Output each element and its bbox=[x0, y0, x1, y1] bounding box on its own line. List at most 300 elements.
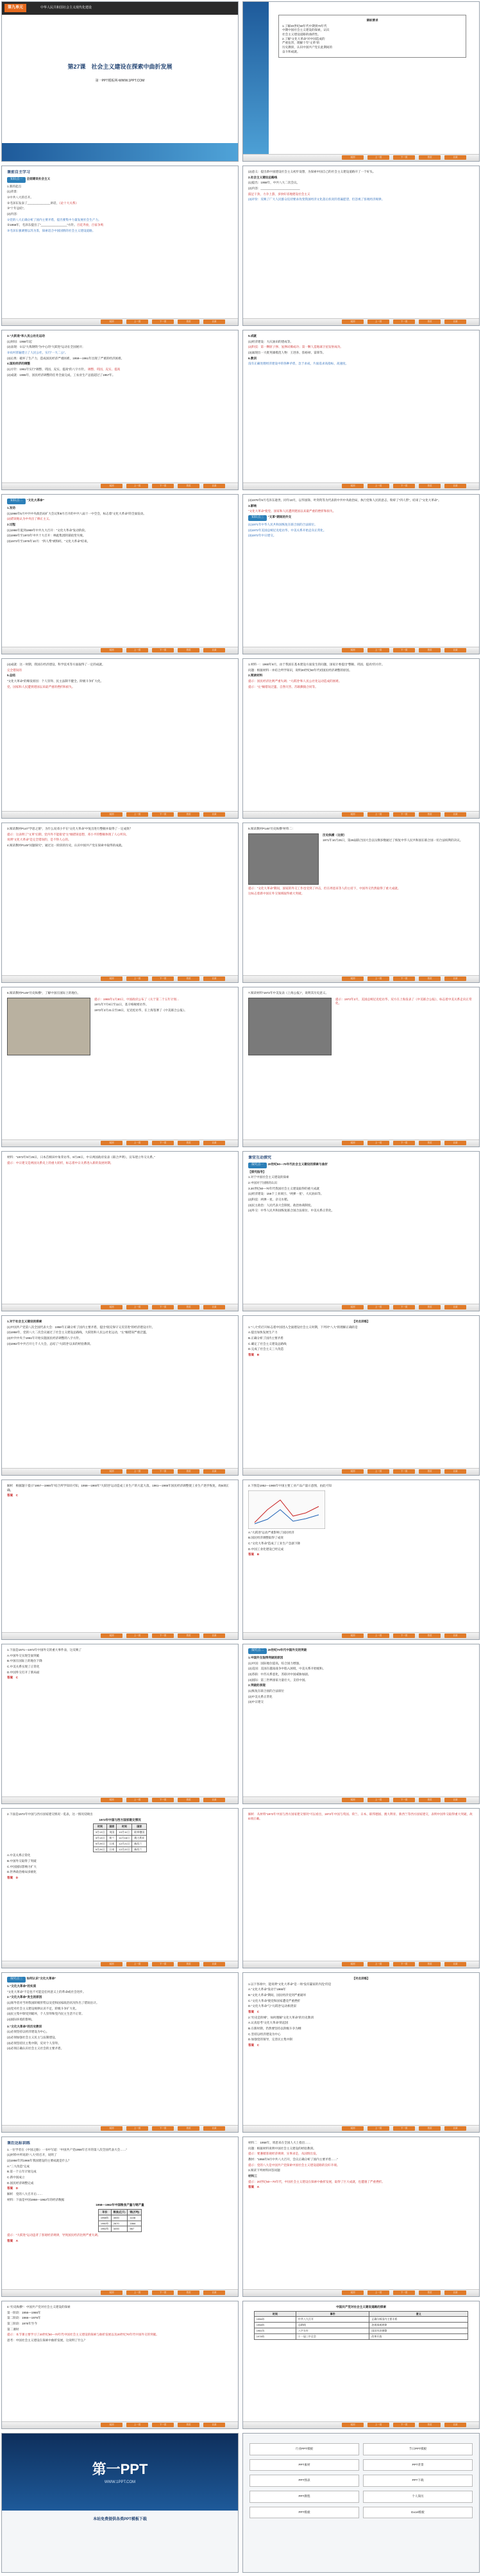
promo-link[interactable]: PPT模板 bbox=[249, 2507, 359, 2519]
text-line: 6.阅读教材P149“历史纵横”，了解中国在国际上的地位。 bbox=[7, 991, 81, 994]
text-line: 【对点训练】 bbox=[352, 1977, 370, 1980]
question-text: 1.下面是1971—1972年中国外交的重大事件表，这反映了 bbox=[7, 1648, 82, 1651]
nav-home-button[interactable]: 首页 bbox=[178, 2423, 199, 2427]
nav-prev-button[interactable]: 上一页 bbox=[367, 2126, 389, 2131]
nav-prev-button[interactable]: 上一页 bbox=[126, 1141, 148, 1145]
nav-home-button[interactable]: 首页 bbox=[419, 1305, 441, 1309]
nav-prev-button[interactable]: 上一页 bbox=[367, 2290, 389, 2295]
unit-title: 中华人民共和国社会主义现代化建设 bbox=[40, 6, 92, 10]
slide-27 bbox=[1, 2137, 239, 2297]
nav-back-button[interactable]: 返回 bbox=[101, 1962, 122, 1966]
slide-8 bbox=[242, 494, 480, 654]
promo-link[interactable]: PPT图表 bbox=[249, 2475, 359, 2487]
nav-toc-button[interactable]: 目录 bbox=[203, 2290, 225, 2295]
question-text: 1.一位学者在《中国之路》一书中写道：“中国共产党1956年召开的第八次全国代表大会……” bbox=[7, 2147, 128, 2151]
slide-25 bbox=[1, 1972, 239, 2133]
text-line: (3)民主政治：人民代表大会制度、政治协商制度。 bbox=[248, 1203, 314, 1207]
text-line: (2)必须加强社会主义民主与法制建设。 bbox=[7, 2035, 58, 2039]
answer-label: 答案 A bbox=[7, 2239, 19, 2242]
nav-back-button[interactable]: 返回 bbox=[101, 1305, 122, 1309]
nav-back-button[interactable]: 返回 bbox=[342, 1305, 364, 1309]
nav-next-button[interactable]: 下一页 bbox=[393, 484, 415, 488]
nav-home-button[interactable]: 首页 bbox=[178, 1633, 199, 1638]
nav-toc-button[interactable]: 目录 bbox=[444, 2290, 466, 2295]
section-tag: 探究点一 bbox=[248, 1163, 267, 1168]
promo-slide bbox=[1, 2433, 239, 2573]
answer-label: 答案 D bbox=[7, 2187, 19, 2190]
nav-next-button[interactable]: 下一页 bbox=[152, 320, 174, 324]
nav-back-button[interactable]: 返回 bbox=[342, 1141, 364, 1145]
nav-prev-button[interactable]: 上一页 bbox=[126, 2126, 148, 2131]
nav-back-button[interactable]: 返回 bbox=[101, 977, 122, 981]
text-line: (2)党对社会主义建设规律认识不足，阶级斗争扩大化。 bbox=[7, 2006, 79, 2010]
nav-home-button[interactable]: 首页 bbox=[178, 1798, 199, 1802]
section-heading: 课后达标训练 bbox=[7, 2142, 31, 2145]
section-tag-title: 20世纪50—70年代社会主义建设的探索与曲折 bbox=[267, 1162, 328, 1166]
promo-logo: 第一PPT bbox=[92, 2461, 148, 2477]
nav-next-button[interactable]: 下一页 bbox=[152, 2423, 174, 2427]
photo-caption-title: 历史纵横 ·（比较） bbox=[323, 833, 347, 837]
answer-text: 说明“文化大革命”是完全错误的，是不得人心的。 bbox=[7, 838, 71, 842]
text-line: (2)1956年到1966年我国建设的主要成就是什么？ bbox=[7, 2159, 71, 2162]
nav-toc-button[interactable]: 目录 bbox=[444, 320, 466, 324]
text-line: (4)1976年9月毛泽东逝世。同年10月，以华国锋、叶剑英等为代表的中共中央政治局，执行党和人民的意志，粉碎了“四人帮”，结束了“文化大革命”。 bbox=[248, 499, 441, 502]
text-line: 5.阅读教材P146“历史纵横”材料二： bbox=[248, 827, 295, 830]
table-row: 1958年 4000 1108 bbox=[98, 2215, 141, 2221]
answer-label: 答案 C bbox=[248, 2043, 260, 2047]
text-line: 提示：本节课主要学习了20世纪50—70年代中国社会主义建设的探索与曲折发展以及20世纪70年代中国外交的突破。 bbox=[7, 2333, 159, 2337]
nav-prev-button[interactable]: 上一页 bbox=[126, 1469, 148, 1474]
table-row: 3月13日 荷兰 11月16日 澳大利亚 bbox=[93, 1835, 147, 1841]
text-line: 提示：1972年2月，美国总统尼克松访华，双方在上海发表了《中美联合公报》，标志着中美关系走向正常化。 bbox=[335, 997, 472, 1005]
text-line: 2.社会主义建设总路线 bbox=[248, 175, 278, 179]
answer-text: 党、国家和人民遭到建国以来最严重的挫折和损失。 bbox=[7, 685, 75, 688]
chart-frame bbox=[248, 1490, 325, 1529]
nav-prev-button[interactable]: 上一页 bbox=[126, 2290, 148, 2295]
nav-prev-button[interactable]: 上一页 bbox=[126, 320, 148, 324]
option-d: D.世界政治格局多极化 bbox=[7, 1870, 37, 1874]
nav-toc-button[interactable]: 目录 bbox=[203, 1141, 225, 1145]
text-line: (3)必须坚持民主集中制，反对个人崇拜。 bbox=[7, 2041, 61, 2045]
nav-toc-button[interactable]: 目录 bbox=[444, 1798, 466, 1802]
nav-home-button[interactable]: 首页 bbox=[419, 484, 441, 488]
nav-prev-button[interactable]: 上一页 bbox=[367, 2423, 389, 2427]
text-line: (4)1962年中共召开七千人大会，总结了“大跃进”以来的经验教训。 bbox=[7, 1342, 93, 1345]
text-line: (3)中共中央于1961年开始实施国民经济调整的八字方针。 bbox=[7, 1336, 82, 1340]
nav-home-button[interactable]: 首页 bbox=[178, 484, 199, 488]
nav-home-button[interactable]: 首页 bbox=[419, 2126, 441, 2131]
text-line: 2.中国对于国情的认识 bbox=[248, 1181, 278, 1184]
nav-home-button[interactable]: 首页 bbox=[178, 1469, 199, 1474]
question-text: 思考：中国社会主义建设在探索中曲折发展，这说明了什么？ bbox=[7, 2338, 87, 2342]
text-line: 第二阶段：1966—1976年 bbox=[7, 2316, 41, 2320]
text-line: 提示：20世纪50—70年代，中国社会主义建设在探索中曲折发展，取得了巨大成就，也遭遇了严重挫折。 bbox=[248, 2179, 385, 2183]
option-a: A.中美关系正常化 bbox=[7, 1854, 31, 1857]
curriculum-line: 社会主义建设道路的曲折性。 bbox=[282, 32, 321, 36]
option-d: D.“文化大革命”与“大跃进”运动相类似 bbox=[248, 2004, 297, 2008]
nav-prev-button[interactable]: 上一页 bbox=[367, 1305, 389, 1309]
text-line: (3)1972年中日建交。 bbox=[248, 534, 276, 538]
nav-toc-button[interactable]: 目录 bbox=[203, 977, 225, 981]
text-line: “文化大革命”使党、国家和人民遭到建国以来最严重的挫折和损失。 bbox=[248, 509, 336, 513]
nav-next-button[interactable]: 下一页 bbox=[393, 812, 415, 817]
table-title: 中国共产党对社会主义建设道路的探索 bbox=[335, 2305, 387, 2308]
nav-back-button[interactable]: 返回 bbox=[342, 2290, 364, 2295]
text-line: (4)必须正确认识社会主义社会的主要矛盾。 bbox=[7, 2047, 64, 2051]
text-line: 3.20世纪50—70年代我国社会主义建设取得的重大成就 bbox=[248, 1186, 320, 1190]
table-title: 1958—1962年中国粮食产量与钢产量 bbox=[96, 2203, 144, 2207]
nav-next-button[interactable]: 下一页 bbox=[152, 812, 174, 817]
nav-back-button[interactable]: 返回 bbox=[342, 977, 364, 981]
question-text: 1.以下各项中，能说明“文化大革命”是一场“没有赢家的内乱”的是 bbox=[248, 1982, 332, 1986]
option-c: C.坚持以经济建设为中心 bbox=[248, 2032, 281, 2036]
nav-home-button[interactable]: 首页 bbox=[178, 977, 199, 981]
option-a: A.“大跃进”运动严重影响了国民经济 bbox=[248, 1530, 294, 1534]
nav-home-button[interactable]: 首页 bbox=[419, 1962, 441, 1966]
nav-next-button[interactable]: 下一页 bbox=[152, 484, 174, 488]
promo-links-grid bbox=[249, 2443, 473, 2518]
nav-home-button[interactable]: 首页 bbox=[178, 2290, 199, 2295]
text-line: (1)恢复在联合国的合法席位 bbox=[248, 1689, 285, 1693]
option-b: B.中国外交取得了突破 bbox=[7, 1859, 37, 1863]
nav-back-button[interactable]: 返回 bbox=[101, 2423, 122, 2427]
promo-title: 本站免费提供各类PPT模板下载 bbox=[93, 2518, 147, 2521]
text-line: (2)错误地认为中央出了修正主义。 bbox=[7, 517, 52, 521]
nav-toc-button[interactable]: 目录 bbox=[444, 1305, 466, 1309]
nav-home-button[interactable]: 首页 bbox=[178, 1962, 199, 1966]
nav-home-button[interactable]: 首页 bbox=[178, 2126, 199, 2131]
historical-photo bbox=[7, 998, 90, 1055]
slide-30 bbox=[242, 2301, 480, 2429]
nav-toc-button[interactable]: 目录 bbox=[444, 1141, 466, 1145]
text-line: 第一阶段：1956—1966年 bbox=[7, 2310, 41, 2314]
slide-12 bbox=[242, 823, 480, 983]
table-row: 1978年 十一届三中全会 改革开放 bbox=[254, 2333, 468, 2339]
table-title: 1972年中国与西方国家建交情况 bbox=[99, 1818, 141, 1821]
text-line: 问题：根据材料一并结合所学知识，说明20世纪60年代初国民经济调整的原因。 bbox=[248, 668, 352, 672]
nav-back-button[interactable]: 返回 bbox=[101, 1633, 122, 1638]
nav-toc-button[interactable]: 目录 bbox=[444, 648, 466, 653]
nav-home-button[interactable]: 首页 bbox=[419, 320, 441, 324]
section-tag: 探究点三 bbox=[7, 1977, 26, 1983]
text-line: 3.“大跃进”和人民公社化运动 bbox=[7, 334, 45, 337]
nav-toc-button[interactable]: 目录 bbox=[203, 1469, 225, 1474]
nav-home-button[interactable]: 首页 bbox=[419, 812, 441, 817]
nav-toc-button[interactable]: 目录 bbox=[203, 320, 225, 324]
answer-label: 答案 D bbox=[7, 1875, 19, 1879]
nav-prev-button[interactable]: 上一页 bbox=[126, 1962, 148, 1966]
nav-next-button[interactable]: 下一页 bbox=[393, 2126, 415, 2131]
text-line: 1.中国外交取得突破的原因 bbox=[248, 1655, 283, 1659]
unit-badge: 第九单元 bbox=[4, 4, 26, 12]
question-text: 2.下图是1952—1965年中国主要工业产品产量示意图，由此可知 bbox=[248, 1484, 332, 1487]
nav-back-button[interactable]: 返回 bbox=[342, 1798, 364, 1802]
table-row: 1961年 八字方针 国民经济调整 bbox=[254, 2328, 468, 2334]
curriculum-title: 课标要求 bbox=[366, 19, 378, 22]
option-d: D.加强党的领导，完善民主集中制 bbox=[248, 2038, 292, 2042]
nav-back-button[interactable]: 返回 bbox=[101, 812, 122, 817]
nav-prev-button[interactable]: 上一页 bbox=[367, 1141, 389, 1145]
nav-home-button[interactable]: 首页 bbox=[419, 2423, 441, 2427]
slide-3 bbox=[1, 166, 239, 326]
nav-prev-button[interactable]: 上一页 bbox=[367, 1962, 389, 1966]
nav-home-button[interactable]: 首页 bbox=[419, 648, 441, 653]
nav-home-button[interactable]: 首页 bbox=[419, 155, 441, 160]
nav-next-button[interactable]: 下一页 bbox=[152, 1962, 174, 1966]
nav-toc-button[interactable]: 目录 bbox=[444, 484, 466, 488]
text-line: (4)国际：第三世界国家力量壮大，支持中国。 bbox=[248, 1678, 308, 1682]
text-line: 4.国民经济的调整 bbox=[7, 362, 30, 366]
nav-toc-button[interactable]: 目录 bbox=[203, 812, 225, 817]
text-line: 提示：要遵循客观经济规律，实事求是，从国情出发。 bbox=[248, 2152, 319, 2156]
nav-prev-button[interactable]: 上一页 bbox=[367, 648, 389, 653]
nav-back-button[interactable]: 返回 bbox=[101, 1469, 122, 1474]
text-line: 1971年7月9日至11日，基辛格秘密访华。 bbox=[94, 1003, 149, 1007]
nav-home-button[interactable]: 首页 bbox=[419, 1798, 441, 1802]
nav-back-button[interactable]: 返回 bbox=[342, 2126, 364, 2131]
slide-4 bbox=[242, 166, 480, 326]
nav-next-button[interactable]: 下一页 bbox=[393, 2423, 415, 2427]
nav-prev-button[interactable]: 上一页 bbox=[126, 1633, 148, 1638]
text-line: (2)中美关系正常化 bbox=[248, 1694, 273, 1698]
text-line: 1.发动 bbox=[7, 506, 16, 509]
nav-toc-button[interactable]: 目录 bbox=[203, 1305, 225, 1309]
table-row: 1962年 3200 667 bbox=[98, 2226, 141, 2232]
slide-13 bbox=[1, 987, 239, 1147]
nav-prev-button[interactable]: 上一页 bbox=[126, 812, 148, 817]
text-line: 没有正确处理经济建设中的各种矛盾，急于求成，片面追求高指标、高速度。 bbox=[248, 362, 349, 366]
historical-photo bbox=[248, 998, 332, 1055]
nav-toc-button[interactable]: 目录 bbox=[203, 1962, 225, 1966]
option-c: C.“文化大革命”造成了工业生产急剧下降 bbox=[248, 1541, 301, 1545]
text-line: (2)美国：美国在越南战争中陷入困境，中美关系开始缓和。 bbox=[248, 1667, 326, 1671]
line-chart bbox=[248, 1490, 325, 1529]
nav-prev-button[interactable]: 上一页 bbox=[367, 812, 389, 817]
section-tag: 知识点二 bbox=[7, 499, 26, 504]
nav-next-button[interactable]: 下一页 bbox=[393, 2290, 415, 2295]
nav-toc-button[interactable]: 目录 bbox=[203, 2126, 225, 2131]
nav-next-button[interactable]: 下一页 bbox=[152, 2126, 174, 2131]
text-line: “文化大革命”不是也不可能是任何意义上的革命或社会进步。 bbox=[7, 1990, 86, 1993]
nav-toc-button[interactable]: 目录 bbox=[444, 977, 466, 981]
nav-prev-button[interactable]: 上一页 bbox=[126, 648, 148, 653]
text-line: 1972年2月21日至28日，尼克松访华，在上海签署了《中美联合公报》。 bbox=[94, 1008, 187, 1012]
nav-back-button[interactable]: 返回 bbox=[101, 484, 122, 488]
lesson-title: 第27课 社会主义建设在探索中曲折发展 bbox=[67, 64, 173, 70]
text-line: (2)内容： bbox=[7, 212, 20, 216]
nav-prev-button[interactable]: 上一页 bbox=[126, 1798, 148, 1802]
nav-next-button[interactable]: 下一页 bbox=[393, 1305, 415, 1309]
nav-prev-button[interactable]: 上一页 bbox=[126, 1305, 148, 1309]
nav-back-button[interactable]: 返回 bbox=[342, 2423, 364, 2427]
option-d: D.完成了社会主义三大改造 bbox=[248, 1347, 284, 1351]
text-line: 3.影响 bbox=[248, 504, 257, 508]
nav-home-button[interactable]: 首页 bbox=[419, 1633, 441, 1638]
text-line: (3)涌现出一大批英雄模范人物：王进喜、焦裕禄、雷锋等。 bbox=[248, 350, 326, 354]
nav-home-button[interactable]: 首页 bbox=[178, 812, 199, 817]
promo-link[interactable]: PPT下载 bbox=[363, 2475, 473, 2487]
slide-cover bbox=[1, 1, 239, 162]
nav-back-button[interactable]: 返回 bbox=[101, 1141, 122, 1145]
nav-toc-button[interactable]: 目录 bbox=[444, 1633, 466, 1638]
nav-toc-button[interactable]: 目录 bbox=[444, 1469, 466, 1474]
nav-prev-button[interactable]: 上一页 bbox=[367, 977, 389, 981]
option-a: A.“三大改造”完成 bbox=[7, 2164, 30, 2168]
slide-21 bbox=[1, 1644, 239, 1804]
nav-back-button[interactable]: 返回 bbox=[101, 320, 122, 324]
answer-text: 鼓足干劲，力争上游，多快好省地建设社会主义 bbox=[248, 192, 310, 196]
slide-29 bbox=[1, 2301, 239, 2429]
nav-next-button[interactable]: 下一页 bbox=[393, 1469, 415, 1474]
slide-23 bbox=[1, 1808, 239, 1968]
promo-link[interactable]: PPT教程 bbox=[249, 2491, 359, 2503]
nav-prev-button[interactable]: 上一页 bbox=[367, 155, 389, 160]
promo-link[interactable]: 行业PPT模板 bbox=[249, 2443, 359, 2455]
nav-back-button[interactable]: 返回 bbox=[342, 1962, 364, 1966]
promo-link[interactable]: PPT素材 bbox=[249, 2459, 359, 2471]
section-heading: 课堂互动探究 bbox=[248, 1156, 272, 1160]
nav-back-button[interactable]: 返回 bbox=[342, 484, 364, 488]
table-row: 1956年 中共八大召开 正确分析国内主要矛盾 bbox=[254, 2317, 468, 2323]
nav-home-button[interactable]: 首页 bbox=[178, 1141, 199, 1145]
text-line: (3)1973年至1976年10月：“四人帮”被粉碎，“文化大革命”结束。 bbox=[7, 539, 90, 543]
slide-7 bbox=[1, 494, 239, 654]
nav-home-button[interactable]: 首页 bbox=[178, 648, 199, 653]
nav-next-button[interactable]: 下一页 bbox=[152, 977, 174, 981]
nav-next-button[interactable]: 下一页 bbox=[152, 1305, 174, 1309]
promo-link[interactable]: 个人简历 bbox=[363, 2491, 473, 2503]
nav-next-button[interactable]: 下一页 bbox=[152, 2290, 174, 2295]
nav-next-button[interactable]: 下一页 bbox=[152, 1469, 174, 1474]
nav-prev-button[interactable]: 上一页 bbox=[126, 484, 148, 488]
nav-next-button[interactable]: 下一页 bbox=[393, 977, 415, 981]
nav-home-button[interactable]: 首页 bbox=[419, 2290, 441, 2295]
nav-next-button[interactable]: 下一页 bbox=[393, 1141, 415, 1145]
text-line: 1.新的起点 bbox=[7, 184, 22, 188]
text-line: 1.“文化大革命”的实质 bbox=[7, 1984, 37, 1988]
nav-next-button[interactable]: 下一页 bbox=[393, 320, 415, 324]
text-line: (1)1971年中华人民共和国恢复在联合国的合法席位。 bbox=[248, 522, 317, 526]
text-line: 提示：1965年1月30日，中国政府公布了《关于第二个五年计划... bbox=[94, 997, 179, 1001]
curriculum-line: 中期中国社会主义建设的探索，认识 bbox=[282, 28, 330, 32]
nav-home-button[interactable]: 首页 bbox=[419, 977, 441, 981]
nav-next-button[interactable]: 下一页 bbox=[393, 155, 415, 160]
nav-prev-button[interactable]: 上一页 bbox=[367, 1469, 389, 1474]
option-b: B.“文化大革命”期间，国民经济受到严重破坏 bbox=[248, 1993, 307, 1997]
nav-back-button[interactable]: 返回 bbox=[342, 812, 364, 817]
nav-toc-button[interactable]: 目录 bbox=[444, 1962, 466, 1966]
option-c: C.新中国成立 bbox=[7, 2175, 25, 2179]
text-line: 提示：中日建交是两国关系史上的重大转折，标志着中日关系进入新的发展时期。 bbox=[7, 1161, 114, 1164]
nav-toc-button[interactable]: 目录 bbox=[203, 1798, 225, 1802]
table-row: 1958年 总路线 忽视客观规律 bbox=[254, 2323, 468, 2328]
nav-home-button[interactable]: 首页 bbox=[178, 320, 199, 324]
text-line: 提示：党的八大是中国共产党探索中国社会主义建设道路的良好开端。 bbox=[248, 2163, 340, 2167]
text-line: 材料：“1972年9月25日，日本首相田中角荣访华。9月29日，中日两国政府发表《联合声明》，宣布建立外交关系。” bbox=[7, 1156, 155, 1159]
data-table bbox=[254, 2311, 468, 2340]
text-line: (1)1966年5月中共中央政治局扩大会议和8月召开的中共八届十一中全会，标志着“文化大革命”的全面发动。 bbox=[7, 511, 146, 515]
nav-toc-button[interactable]: 目录 bbox=[444, 2126, 466, 2131]
option-d: D.中国外交打开了新局面 bbox=[7, 1670, 40, 1674]
nav-toc-button[interactable]: 目录 bbox=[444, 812, 466, 817]
nav-prev-button[interactable]: 上一页 bbox=[367, 484, 389, 488]
nav-prev-button[interactable]: 上一页 bbox=[126, 2423, 148, 2427]
nav-prev-button[interactable]: 上一页 bbox=[367, 1633, 389, 1638]
section-heading: 课前自主学习 bbox=[7, 171, 31, 175]
nav-prev-button[interactable]: 上一页 bbox=[367, 1798, 389, 1802]
nav-back-button[interactable]: 返回 bbox=[101, 1798, 122, 1802]
nav-back-button[interactable]: 返回 bbox=[342, 648, 364, 653]
text-line: ①党的八大正确分析了国内主要矛盾，提出要集中力量发展社会生产力。 bbox=[7, 218, 101, 221]
nav-toc-button[interactable]: 目录 bbox=[203, 1633, 225, 1638]
nav-toc-button[interactable]: 目录 bbox=[444, 155, 466, 160]
option-b: B.第一个五年计划完成 bbox=[7, 2170, 37, 2174]
table-row: 1960年 2870 1866 bbox=[98, 2221, 141, 2226]
nav-back-button[interactable]: 返回 bbox=[101, 648, 122, 653]
nav-back-button[interactable]: 返回 bbox=[342, 155, 364, 160]
nav-next-button[interactable]: 下一页 bbox=[152, 1633, 174, 1638]
nav-back-button[interactable]: 返回 bbox=[101, 2290, 122, 2295]
section-tag: 知识点三 bbox=[248, 515, 267, 521]
nav-next-button[interactable]: 下一页 bbox=[393, 1962, 415, 1966]
answer-label: 答案 A bbox=[248, 2185, 260, 2189]
nav-next-button[interactable]: 下一页 bbox=[152, 1798, 174, 1802]
nav-back-button[interactable]: 返回 bbox=[342, 1469, 364, 1474]
slide-11 bbox=[1, 823, 239, 983]
text-line: ③毛泽东强调要以苏为鉴，探索适合中国国情的社会主义建设道路。 bbox=[7, 228, 96, 232]
slide-17 bbox=[1, 1315, 239, 1476]
nav-next-button[interactable]: 下一页 bbox=[393, 1798, 415, 1802]
text-line: (2)内容：________________________ bbox=[248, 186, 300, 190]
text-line: 5.成就 bbox=[248, 334, 257, 337]
text-line: ②毛泽东发表了______________讲话， bbox=[7, 201, 60, 205]
slide-10 bbox=[242, 658, 480, 819]
nav-next-button[interactable]: 下一页 bbox=[393, 648, 415, 653]
slide-19 bbox=[1, 1480, 239, 1640]
promo-link[interactable]: PPT背景 bbox=[363, 2459, 473, 2471]
nav-home-button[interactable]: 首页 bbox=[419, 1469, 441, 1474]
text-line: (1)经济建设：156个工业项目、“两弹一星”、大庆油田等。 bbox=[248, 1192, 324, 1196]
text-line: ②1956年，毛泽东提出了“________________”方针。 bbox=[7, 223, 77, 227]
section-tag-title: “文化大革命” bbox=[26, 499, 45, 502]
text-line: ③“十年总结”。 bbox=[7, 207, 27, 210]
slide-16 bbox=[242, 1151, 480, 1311]
text-line: 1.对于中国社会主义建设的探索 bbox=[248, 1175, 289, 1179]
nav-back-button[interactable]: 返回 bbox=[342, 1633, 364, 1638]
nav-prev-button[interactable]: 上一页 bbox=[126, 977, 148, 981]
promo-site: WWW.1PPT.COM bbox=[104, 2480, 136, 2484]
promo-links-slide bbox=[242, 2433, 480, 2573]
nav-next-button[interactable]: 下一页 bbox=[152, 1141, 174, 1145]
nav-next-button[interactable]: 下一页 bbox=[152, 648, 174, 653]
nav-home-button[interactable]: 首页 bbox=[419, 1141, 441, 1145]
nav-back-button[interactable]: 返回 bbox=[342, 320, 364, 324]
nav-back-button[interactable]: 返回 bbox=[101, 2126, 122, 2131]
promo-link[interactable]: Excel模板 bbox=[363, 2507, 473, 2519]
nav-prev-button[interactable]: 上一页 bbox=[367, 320, 389, 324]
text-line: (2)成就：1965年，国民经济调整的任务全面完成，工农业生产总值超过了1957年。 bbox=[7, 373, 115, 377]
nav-toc-button[interactable]: 目录 bbox=[203, 484, 225, 488]
answer-text: 百花齐放，百家争鸣 bbox=[76, 223, 104, 227]
section-tag-title: “文革”期间的外交 bbox=[267, 515, 292, 518]
text-line: 提示：这表明了“文革”后期，党内外不能接受“左”倾错误思想，邓小平的整顿体现了人心所向。 bbox=[7, 832, 129, 836]
promo-link[interactable]: 节日PPT模板 bbox=[363, 2443, 473, 2455]
nav-next-button[interactable]: 下一页 bbox=[393, 1633, 415, 1638]
nav-toc-button[interactable]: 目录 bbox=[444, 2423, 466, 2427]
nav-toc-button[interactable]: 目录 bbox=[203, 2423, 225, 2427]
nav-toc-button[interactable]: 目录 bbox=[203, 648, 225, 653]
nav-home-button[interactable]: 首页 bbox=[178, 1305, 199, 1309]
